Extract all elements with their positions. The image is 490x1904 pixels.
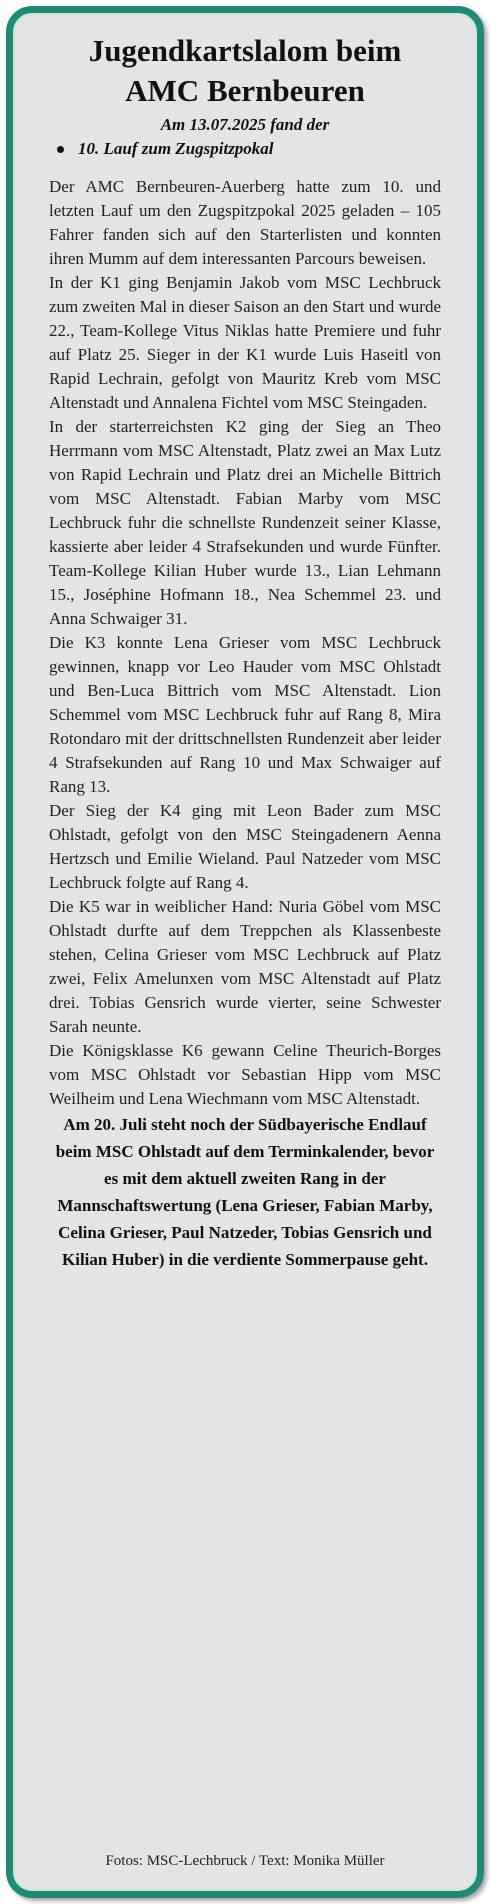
article-title xyxy=(49,31,441,111)
bullet-dot-icon xyxy=(57,146,64,153)
paragraph-k1: In der K1 ging Benjamin Jakob vom MSC Lechbruck zum zweiten Mal in dieser Saison an den Start und wurde 22., Team-Kollege Vitus Niklas hatte Premiere und fuhr auf Platz 25. Sieger in der K1 wurde Luis Haseitl von Rapid Lechrain, gefolgt von Mauritz Kreb vom MSC Altenstadt und Annalena Fichtel vom MSC Steingaden. xyxy=(49,273,441,412)
article-content xyxy=(49,31,441,1273)
article-subtitle: Am 13.07.2025 fand der xyxy=(160,115,330,134)
title-line-2: AMC Bernbeuren xyxy=(125,73,365,108)
subtitle-bullet-text: 10. Lauf zum Zugspitzpokal xyxy=(78,139,274,158)
paragraph-k3: Die K3 konnte Lena Grieser vom MSC Lechbruck gewinnen, knapp vor Leo Hauder vom MSC Ohlstadt und Ben-Luca Bittrich vom MSC Altenstadt. Lion Schemmel vom MSC Lechbruck fuhr auf Rang 8, Mira Rotondaro mit der drittschnellsten Rundenzeit aber leider 4 Strafsekunden auf Rang 10 und Max Schwaiger auf Rang 13. xyxy=(49,633,441,796)
paragraph-k6: Die Königsklasse K6 gewann Celine Theurich-Borges vom MSC Ohlstadt vor Sebastian Hipp vom MSC Weilheim und Lena Wiechmann vom MSC Altenstadt. xyxy=(49,1041,441,1108)
paragraph-k5: Die K5 war in weiblicher Hand: Nuria Göbel vom MSC Ohlstadt durfte auf dem Treppchen als Klassenbeste stehen, Celina Grieser vom MSC Lechbruck auf Platz zwei, Felix Amelunxen vom MSC Altenstadt auf Platz drei. Tobias Gensrich wurde vierter, seine Schwester Sarah neunte. xyxy=(49,897,441,1036)
photo-text-credits: Fotos: MSC-Lechbruck / Text: Monika Müller xyxy=(105,1853,385,1869)
subtitle-bullet-item xyxy=(57,137,441,161)
title-line-1: Jugendkartslalom beim xyxy=(88,33,402,68)
paragraph-k2: In der starterreichsten K2 ging der Sieg an Theo Herrmann vom MSC Altenstadt, Platz zwei an Max Lutz von Rapid Lechrain und Platz drei an Michelle Bittrich vom MSC Altenstadt. Fabian Marby vom MSC Lechbruck fuhr die schnellste Rundenzeit seiner Klasse, kassierte aber leider 4 Strafsekunden und wurde Fünfter. Team-Kollege Kilian Huber wurde 13., Lian Lehmann 15., Joséphine Hofmann 18., Nea Schemmel 23. und Anna Schwaiger 31. xyxy=(49,417,441,628)
article-body xyxy=(49,175,441,1273)
closing-paragraph: Am 20. Juli steht noch der Südbayerische Endlauf beim MSC Ohlstadt auf dem Terminkalender, bevor es mit dem aktuell zweiten Rang in der Mannschaftswertung (Lena Grieser, Fabian Marby, Celina Grieser, Paul Natzeder, Tobias Gensrich und Kilian Huber) in die verdiente Sommerpause geht. xyxy=(55,1115,435,1269)
article-frame xyxy=(6,6,484,1898)
paragraph-intro: Der AMC Bernbeuren-Auerberg hatte zum 10. und letzten Lauf um den Zugspitzpokal 2025 geladen – 105 Fahrer fanden sich auf den Starterlisten und konnten ihren Mumm auf dem interessanten Parcours beweisen. xyxy=(49,177,441,268)
paragraph-k4: Der Sieg der K4 ging mit Leon Bader zum MSC Ohlstadt, gefolgt von den MSC Steingadenern Aenna Hertzsch und Emilie Wieland. Paul Natzeder vom MSC Lechbruck folgte auf Rang 4. xyxy=(49,801,441,892)
